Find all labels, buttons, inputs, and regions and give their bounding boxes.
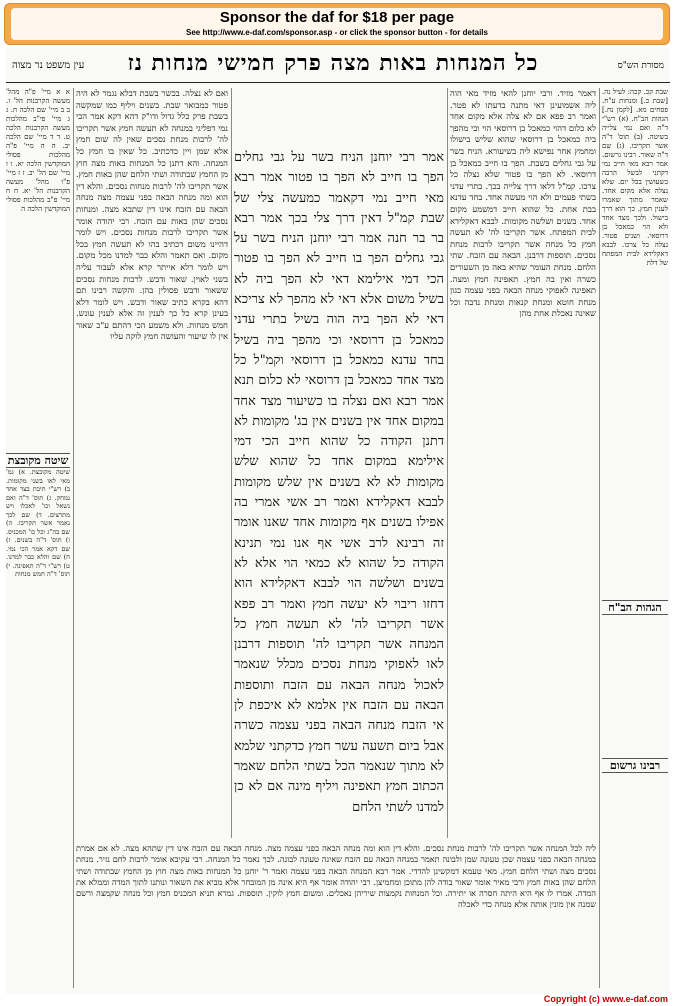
gemara-text: אמר רבי יוחנן הניח בשר על גבי גחלים הפך בו חייב לא הפך בו פטור אמר רבא מאי חייב נמי דקאמר כמעשה צלי של שבת קמ"ל דאין דרך צלי בכך אמר רבא בר בר חנה אמר רבי יוחנן הניח בשר על גבי גחלים הפך בו חייב לא הפך בו פטור הכי דמי אילימא דאי לא הפך ביה לא בשיל משום אלא דאי לא מהפך לא צריכא דאי לא הפך ביה הוה בשיל בתרי עדני כמאכל בן דרוסאי וכי מהפך ביה בשיל בחד עדנא כמאכל בן דרוסאי וקמ"ל כל מצד אחד כמאכל בן דרוסאי לא כלום תנא אמר רבא ואם נצלה בו כשיעור מצד אחד במקום אחד אין בשנים אין בג' מקומות לא דתנן הקודה כל שהוא חייב הכי דמי אילימא במקום אחד כל שהוא שלש מקומות לא לא בשנים אין שלש מקומות לבבא דאקלידא ואמר רב אשי אמרי בה אפילו בשנים אף מקומות אחד שאנו אומר זה רבינא לרב אשי אף אנו נמי תנינא הקודה כל שהוא לא כמאי הוי אלא לא בשנים ושלשה הוי לבבא דאקלידא הוא דחזו ריבוי לא יעשה חמץ ואמר רב פפא אשר תקריבו לה' לא תעשה חמץ כל המנחה אשר תקריבו לה' תוספות דרבנן לאו לאפוקי מנחת נסכים מכלל שנאמר לאכול מנחה הבאה עם הזבח ותוספות הבאה עם הזבח אין אלמא לא איכפת לן אי הזבח מנחה הבאה בפני עצמה כשרה אבל ביום תשעה עשר חמץ כדקתני שלמא לא מתוך שנאמר הכל בשתי הלחם שאמר הכתוב חמץ תאפינה ויליף מינה אם לא כן למדנו לשתי הלחם — [234, 150, 444, 815]
sponsor-title[interactable]: Sponsor the daf for $18 per page — [219, 9, 455, 26]
masoret-margin — [602, 88, 668, 988]
bottom-commentary — [76, 843, 596, 988]
page-title: כל המנחות באות מצה פרק חמישי מנחות נז — [127, 50, 539, 76]
rashi-text: דאמר מזיד. ורבי יוחנן להאי מזיד מאי הוה ליה אשמועינן דאי מתנה בדעתו לא פטר. ואמר רב פפא אם לא צלה אלא מקום אחד לא כלום דהוי כמאכל בן דרוסאי הוי ובי מהפך ביה כמאכל בן דרוסאי שהוא שליש בישולו ומחמץ אחר נפישא ליה בשיעורא. הניח בשר על גבי גחלים בשבת. הפך בו חייב כמאכל בן דרוסאי. לא הפך בו פטור שלא נצלה כל צרכו. קמ"ל דלאו דרך צלייה בכך. בתרי עדני בשתי פעמים ולא הוי מעשה אחד. בחד עדנא בבת אחת. כל שהוא חייב דמשמע מקום אחד. בשנים ושלשה מקומות. לבבא דאקלידא לבית המפתח. אשר תקריבו לה' לא תעשה חמץ כל מנחה אשר תקריבו לרבות מנחת נסכים. תוספות דרבנן. הבאה עם הזבח. שתי הלחם. מנחת העומר שהיא באה מן השעורים כשרה ואין בה חמץ. תאפינה חמץ ומצה. תאפינה לאפוקי מנחה הבאה בפני עצמה כגון מנחת חוטא ומנחת קנאות ומנחת נדבה וכל שאינה נאכלת אחת מהן — [450, 88, 596, 319]
bottom-text: ליה לכל המנחה אשר תקריבו לה' לרבות מנחת נסכים. והלא דין הוא ומה מנחה הבאה בפני עצמה מצה. מנחה הבאה עם הזבח אינו דין שתהא מצה. לא אם אמרת במנחה הבאה בפני עצמה שכן טעונה שמן ולבונה תאמר במנחה הבאה עם הזבח שאינה טעונה לבונה. לכך נאמר כל המנחה. רבי עקיבא אומר לרבות לחם נזיר. מנחת נסכים מצה ושתי הלחם חמץ. מאי טעמא דמקשינן להדדי. אמר רבא המנחה הבאה בפני עצמה ואמר ר' יוחנן כל המנחות באות מצה חוץ מן החמץ שבתודה ושתי הלחם שהן באות חמץ ורבי מאיר אומר שאור בודה להן מתוכן ומחמיצן. רבי יהודה אומר אף היא אינה מן המובחר אלא מביא את השאור ונותנו לתוך המדה וממלא את המדה. אמרו לו אף היא היתה חסרה או יתירה. וכל המנחות נקמצות שיריהן נאכלים. ומשום חמץ לוקין. תוספות. גמרא תניא המכניס חמץ וכל מנחה שקמצה ורשם שמנה אין מונין אותה אלא מנחה כדי לאכלה — [76, 843, 596, 910]
header-rule — [6, 82, 670, 83]
masoret-text: שבת קכ. קכה: לעיל נה. [שבת כ.] ומנחות ע"ח. פסחים מא. [לקמן נח.] הגהות הב"ח. (א) רש"י ד"ה ואם נמי צלייה בשיטה. (ב) תוס' ד"ה אשר תקריבו. (ג) שם ד"ה שאור. רבינו גרשום. אמר רבא מאי חייב נמי דקתני לבשל הרבה כשעושין בכל יום. שלא נצלה אלא מקום אחד. שאמר מתוך שאמרו לענין חמץ. כך הוא דרך בישול. ולכך מצד אחד ולא הוי כמאכל בן דרוסאי. ושנים פטור. נצלה כל צרכו. לבבא דאקלידא לבית המפתח של דלת — [602, 88, 668, 267]
sponsor-banner[interactable] — [4, 3, 670, 45]
divider-left — [73, 88, 74, 988]
header-right-label: מסורת הש"ס — [617, 61, 664, 71]
page-header — [6, 50, 670, 80]
ein-mishpat-margin — [6, 88, 70, 508]
divider-center-left — [231, 88, 232, 838]
header-left-label: עין משפט נר מצוה — [12, 60, 85, 71]
divider-center-right — [447, 88, 448, 838]
shita-mekubetzet-margin — [6, 468, 70, 988]
rabbeinu-label: רבינו גרשום — [602, 758, 668, 773]
tosfot-text: ואם לא נצלה. בכשר בשבת דבלא נגמר לא היה פטור כמבואר שבת. בשנים ויליף כמו שמקשה בשבת פרק כלל גדול ודו"ק דהא דקא אמר הכי נמי דפליגי במנחה לא תעשה חמץ אשר תקריבו לה' לרבות מנחת נסכים שאין לה שום חמץ אלא שמן ויין כדכתיב. כל שאין בו חמץ כל המנחה. והא דתנן כל המנחות באות מצה חוץ מן החמץ שבתודה ושתי הלחם שהן באות חמץ. אשר תקריבו לה' לרבות מנחות נסכים. והלא דין הוא ומה מנחה הבאה בפני עצמה מצה מנחה הבאה עם הזבח אינו דין שתבא מצה. ומנחות נסכים שהן באות עם הזבח. רבי יהודה אומר אשר תקריבו לרבות מנחות נסכים. ויש לומר דהיינו משום דכתיב בהו לא תעשה חמץ בכל מקום. ואם תאמר והלא כבר למדנו מכל מקום. ויש לומר דלא אייתר קרא אלא לעבור עליה בשני לאוין. שאור ודבש. לרבות מנחות נסכים ששאור ודבש פסולין בהן. והקשה רבינו תם דהא בקרא כתיב שאור ודבש. ויש לומר דלא בעינן קרא כל כך לענין זה אלא לענין עונש. חמש מנחות. ולא משמע הכי דהתם ע"כ שאור אין לו שיעור והעושה חמץ לוקה עליו — [76, 88, 228, 342]
ein-mishpat-text: א א מיי' פ"ה מהל' מעשה הקרבנות הל' ז. ב ב מיי' שם הלכה ח. ג ג מיי' פי"ב מהלכות מעשה הקרבנות הלכה ט. ד ד מיי' שם הלכה יב. ה ה מיי' פ"ה מהלכות פסולי המוקדשין הלכה יא. ו ו מיי' שם הל' יב. ז ז מיי' פ"ו מהל' מעשה הקרבנות הל' יא. ח ח מיי' פ"ב מהלכות פסולי המוקדשין הלכה ה — [6, 88, 70, 213]
shita-mekubetzet-text: שיטה מקובצת. א) גמ' מאי לאו בשני מקומות. ב) רש"י תיבת בצד אחד נמחק. ג) תוס' ד"ה ואם נשאל וכו' לאכלו ויש מתרצים. ד) שם לכך נאמר אשר תקריבו. ה) שם בה"ג וכל כו' המכניס. ו) תוס' ד"ה בשנים. ז) שם דקא אמר הכי נמי. ח) שם והלא כבר למדנו. ט) רש"י ד"ה תאפינה. י) תוס' ד"ה חמש מנחות — [6, 468, 70, 578]
sponsor-subtitle[interactable]: See http://www.e-daf.com/sponsor.asp - or click the sponsor button - for details — [186, 28, 488, 37]
tosfot-commentary — [76, 88, 228, 838]
sponsor-banner-inner[interactable] — [11, 8, 663, 40]
divider-right — [599, 88, 600, 988]
talmud-page — [6, 48, 670, 994]
gemara-main-text — [234, 148, 444, 888]
shita-label: שיטה מקובצת — [7, 454, 69, 467]
haggahot-label: הגהות הב"ח — [602, 600, 668, 615]
rashi-commentary — [450, 88, 596, 838]
copyright-link[interactable]: Copyright (c) www.e-daf.com — [543, 994, 668, 1004]
